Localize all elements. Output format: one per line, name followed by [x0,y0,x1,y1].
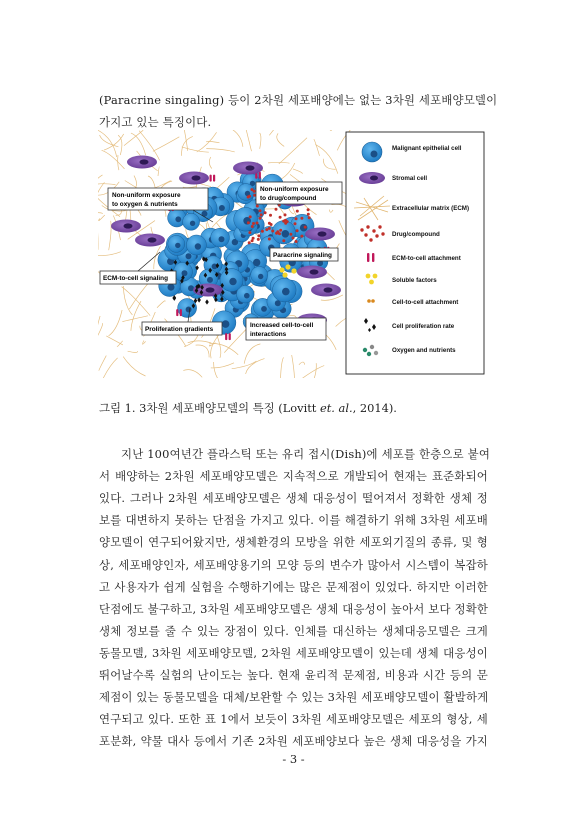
body-line: 서 배양하는 2차원 세포배양모델은 지속적으로 개발되어 현재는 표준화되어 [99,469,488,484]
body-line: 제점이 있는 동물모델을 대체/보완할 수 있는 3차원 세포배양모델이 활발하게 [99,690,489,705]
caption-prefix: 그림 1. 3차원 세포배양모델의 특징 (Lovitt [99,401,320,415]
body-line: 보를 대변하지 못하는 단점을 가지고 있다. 이를 해결하기 위해 3차원 세포배 [99,513,488,528]
legend-malignant-cell: Malignant epithelial cell [392,145,462,152]
figure-legend [346,132,484,374]
legend-proliferation: Cell proliferation rate [392,323,455,330]
caption-suffix: , 2014). [352,401,397,415]
body-line: 양모델이 연구되어왔지만, 생체환경의 모방을 위한 세포외기질의 종류, 및 형 [99,535,488,550]
callout-ecm-text: ECM-to-cell signaling [103,275,168,282]
legend-ecm: Extracellular matrix (ECM) [392,205,470,212]
body-line: 단점에도 불구하고, 3차원 세포배양모델은 생체 대응성이 높아서 보다 정확한 [99,601,489,616]
callout-drug-line2: to drug/compound [260,195,317,202]
legend-cell-to-cell: Cell-to-cell attachment [392,299,459,306]
body-line: 연구되고 있다. 또한 표 1에서 보듯이 3차원 세포배양모델은 세포의 형상, 세 [99,712,488,727]
legend-stromal-cell: Stromal cell [392,175,428,182]
body-line: 생체 정보를 줄 수 있는 장점이 있다. 인체를 대신하는 생체대응모델은 크게 [99,623,488,638]
callout-proliferation-text: Proliferation gradients [145,326,214,333]
legend-drug: Drug/compound [392,231,440,238]
callout-paracrine [270,248,338,261]
callout-oxygen-line2: to oxygen & nutrients [112,201,178,208]
callout-interactions [246,318,326,340]
intro-line-2: 가지고 있는 특징이다. [99,115,212,129]
callout-drug-line1: Non-uniform exposure [260,186,329,193]
body-line: 상, 세포배양인자, 세포배양용기의 모양 등의 변수가 많아서 시스템이 복잡하 [99,557,488,572]
3d-culture-figure [98,130,486,378]
body-line: 있다. 그러나 2차원 세포배양모델은 생체 대응성이 떨어져서 정확한 생체 정 [99,491,488,506]
figure-caption [99,400,397,416]
legend-soluble: Soluble factors [392,277,437,284]
body-line: 고 사용자가 쉽게 실험을 수행하기에는 많은 문제점이 있었다. 하지만 이러한 [99,579,488,594]
body-line: 동물모델, 3차원 세포배양모델, 2차원 세포배양모델이 있는데 생체 대응성이 [99,645,488,660]
legend-oxygen: Oxygen and nutrients [392,347,456,354]
body-line: 지난 100여년간 플라스틱 또는 유리 접시(Dish)에 세포를 한층으로 붙여 [121,447,491,461]
intro-line-1: (Paracrine singaling) 등이 2차원 세포배양에는 없는 3차원 세포배양모델이 [99,93,498,107]
caption-italic: et. al. [319,401,353,415]
page-number: - 3 - [282,752,305,766]
callout-drug [256,182,342,204]
callout-interactions-line1: Increased cell-to-cell [250,322,314,329]
legend-attachment: ECM-to-cell attachment [392,255,461,262]
body-line: 포분화, 약물 대사 등에서 기존 2차원 세포배양보다 높은 생체 대응성을 가지 [99,734,488,749]
callout-paracrine-text: Paracrine signaling [273,252,332,259]
callout-interactions-line2: interactions [250,331,287,338]
body-line: 뛰어날수록 실험의 난이도는 높다. 현재 윤리적 문제점, 비용과 시간 등의 문 [99,668,488,682]
callout-oxygen-line1: Non-uniform exposure [112,192,181,199]
